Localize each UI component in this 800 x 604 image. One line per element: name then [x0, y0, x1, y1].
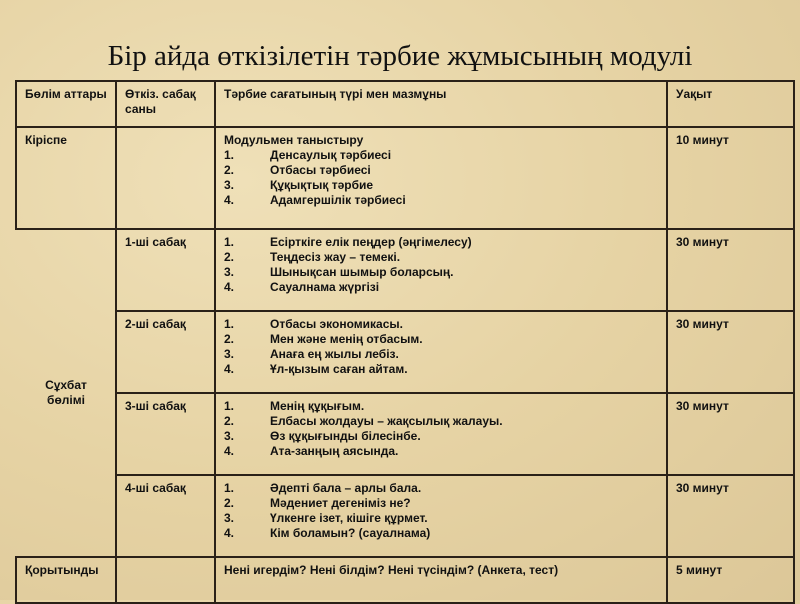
- list-item: [224, 178, 658, 193]
- list-item: [224, 496, 658, 511]
- item-text: Мәдениет дегеніміз не?: [270, 496, 411, 510]
- item-text: Есірткіге елік пеңдер (әңгімелесу): [270, 235, 472, 249]
- item-number: 3.: [224, 265, 235, 279]
- list-item: [224, 265, 658, 280]
- lesson-cell: [116, 557, 215, 603]
- table-header-row: [16, 81, 794, 127]
- slide-title: Бір айда өткізілетін тәрбие жұмысының модулі: [107, 40, 693, 72]
- list-item: [224, 444, 658, 459]
- table-row: [16, 557, 794, 603]
- table-row: [16, 393, 794, 475]
- section-cell: Сұхбат бөлімі: [16, 229, 116, 557]
- list-item: [224, 429, 658, 444]
- item-text: Адамгершілік тәрбиесі: [270, 193, 406, 207]
- item-text: Менің құқығым.: [270, 399, 365, 413]
- section-cell: Кіріспе: [16, 127, 116, 229]
- item-text: Өз құқығынды білесінбе.: [270, 429, 421, 443]
- item-text: Ұл-қызым саған айтам.: [270, 362, 408, 376]
- item-text: Анаға ең жылы лебіз.: [270, 347, 399, 361]
- time-cell: 30 минут: [667, 311, 794, 393]
- list-item: [224, 280, 658, 295]
- header-lesson-count: Өткіз. сабақ саны: [116, 81, 215, 127]
- item-number: 2.: [224, 414, 235, 428]
- content-heading: Модульмен таныстыру: [224, 133, 364, 147]
- table-row: [16, 127, 794, 229]
- item-text: Отбасы экономикасы.: [270, 317, 403, 331]
- item-number: 3.: [224, 178, 235, 192]
- content-cell: [215, 475, 667, 557]
- item-number: 4.: [224, 526, 235, 540]
- lesson-cell: 2-ші сабақ: [116, 311, 215, 393]
- item-number: 4.: [224, 362, 235, 376]
- item-text: Құқықтық тәрбие: [270, 178, 374, 192]
- lesson-cell: 1-ші сабақ: [116, 229, 215, 311]
- time-cell: 5 минут: [667, 557, 794, 603]
- list-item: [224, 148, 658, 163]
- item-number: 1.: [224, 317, 235, 331]
- item-number: 1.: [224, 399, 235, 413]
- list-item: [224, 481, 658, 496]
- item-number: 1.: [224, 148, 235, 162]
- item-number: 4.: [224, 193, 235, 207]
- item-number: 1.: [224, 481, 235, 495]
- time-cell: 30 минут: [667, 475, 794, 557]
- content-cell: [215, 311, 667, 393]
- item-text: Мен және менің отбасым.: [270, 332, 423, 346]
- content-cell: Нені игердім? Нені білдім? Нені түсіндім? (Анкета, тест): [215, 557, 667, 603]
- item-text: Әдепті бала – арлы бала.: [270, 481, 422, 495]
- item-text: Кім боламын? (сауалнама): [270, 526, 431, 540]
- module-table: [15, 80, 795, 604]
- list-item: [224, 362, 658, 377]
- content-cell: [215, 229, 667, 311]
- lesson-cell: [116, 127, 215, 229]
- content-cell: [215, 393, 667, 475]
- list-item: [224, 399, 658, 414]
- lesson-cell: 4-ші сабақ: [116, 475, 215, 557]
- table-row: [16, 475, 794, 557]
- list-item: [224, 414, 658, 429]
- list-item: [224, 235, 658, 250]
- table-row: [16, 229, 794, 311]
- item-text: Денсаулық тәрбиесі: [270, 148, 392, 162]
- item-text: Теңдесіз жау – темекі.: [270, 250, 401, 264]
- lesson-cell: 3-ші сабақ: [116, 393, 215, 475]
- time-cell: 30 минут: [667, 393, 794, 475]
- header-section: Бөлім аттары: [16, 81, 116, 127]
- item-number: 2.: [224, 250, 235, 264]
- list-item: [224, 332, 658, 347]
- time-cell: 10 минут: [667, 127, 794, 229]
- section-cell: Қорытынды: [16, 557, 116, 603]
- item-text: Шынықсан шымыр боларсың.: [270, 265, 454, 279]
- item-number: 2.: [224, 332, 235, 346]
- item-number: 4.: [224, 444, 235, 458]
- item-number: 3.: [224, 347, 235, 361]
- item-text: Отбасы тәрбиесі: [270, 163, 371, 177]
- list-item: [224, 163, 658, 178]
- table-row: [16, 311, 794, 393]
- item-number: 2.: [224, 163, 235, 177]
- item-text: Үлкенге ізет, кішіге құрмет.: [270, 511, 428, 525]
- item-number: 2.: [224, 496, 235, 510]
- list-item: [224, 347, 658, 362]
- list-item: [224, 193, 658, 208]
- list-item: [224, 511, 658, 526]
- header-content: Тәрбие сағатының түрі мен мазмұны: [215, 81, 667, 127]
- list-item: [224, 250, 658, 265]
- header-time: Уақыт: [667, 81, 794, 127]
- item-text: Елбасы жолдауы – жақсылық жалауы.: [270, 414, 503, 428]
- time-cell: 30 минут: [667, 229, 794, 311]
- item-number: 1.: [224, 235, 235, 249]
- content-cell: [215, 127, 667, 229]
- item-text: Сауалнама жүргізі: [270, 280, 380, 294]
- item-number: 4.: [224, 280, 235, 294]
- list-item: [224, 317, 658, 332]
- item-text: Ата-занңың аясында.: [270, 444, 399, 458]
- item-number: 3.: [224, 429, 235, 443]
- list-item: [224, 526, 658, 541]
- item-number: 3.: [224, 511, 235, 525]
